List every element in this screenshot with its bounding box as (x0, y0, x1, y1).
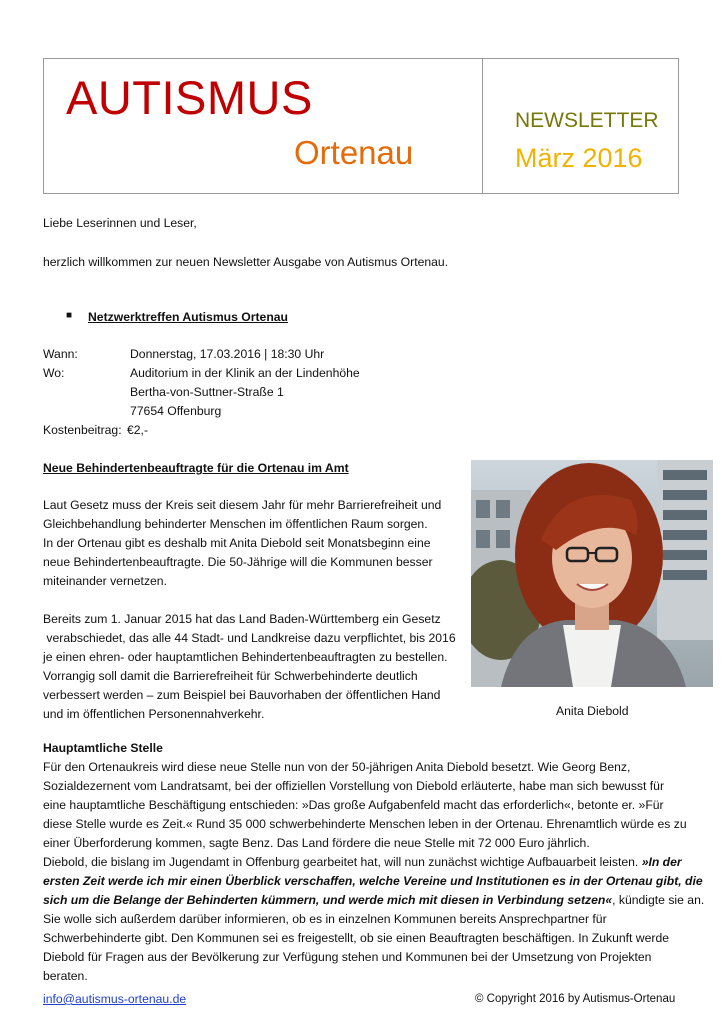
line-text: Diebold, die bislang im Jugendamt in Offenburg gearbeitet hat, will nun zunächst wichtige Aufbauarbeit leisten. (43, 855, 642, 869)
masthead-title: AUTISMUS (66, 71, 313, 124)
article-line: und im öffentlichen Personennahverkehr. (43, 707, 265, 721)
when-label: Wann: (43, 347, 78, 361)
article-line: Sozialdezernent vom Landratsamt, bei der offiziellen Vorstellung von Diebold erläuterte, habe man sich bewusst für (43, 779, 665, 793)
when-value: Donnerstag, 17.03.2016 | 18:30 Uhr (130, 347, 325, 361)
article-line: Laut Gesetz muss der Kreis seit diesem Jahr für mehr Barrierefreiheit und (43, 498, 442, 512)
article-line: verbessert werden – zum Beispiel bei Bauvorhaben der öffentlichen Hand (43, 688, 441, 702)
line-text: , kündigte sie an. (612, 893, 705, 907)
greeting: Liebe Leserinnen und Leser, (43, 216, 197, 230)
portrait-photo (471, 460, 713, 687)
masthead-divider (482, 58, 483, 194)
where-line: 77654 Offenburg (130, 404, 222, 418)
article-line: verabschiedet, das alle 44 Stadt- und Landkreise dazu verpflichtet, bis 2016 (43, 631, 456, 645)
newsletter-date: März 2016 (515, 143, 643, 173)
article-line: Sie wolle sich außerdem darüber informieren, ob es in einzelnen Kommunen bereits Ansprechpartner für (43, 912, 607, 926)
article-line: Schwerbehinderte gibt. Den Kommunen sei es freigestellt, ob sie einen Beauftragten beschäftigen. In Zukunft werde (43, 931, 669, 945)
quote-text: sich um die Belange der Behinderten kümmern, und werde mich mit diesen in Verbindung setzen« (43, 893, 613, 907)
article-line: eine hauptamtliche Beschäftigung entschieden: »Das große Aufgabenfeld macht das erforderlich«, betonte er. »Für (43, 798, 664, 812)
article-line (43, 855, 682, 869)
where-line: Bertha-von-Suttner-Straße 1 (130, 385, 284, 399)
section-heading: Hauptamtliche Stelle (43, 741, 163, 755)
event-heading: Netzwerktreffen Autismus Ortenau (88, 310, 289, 324)
article-line: In der Ortenau gibt es deshalb mit Anita Diebold seit Monatsbeginn eine (43, 536, 431, 550)
masthead-subtitle: Ortenau (294, 134, 414, 171)
photo-caption: Anita Diebold (556, 704, 629, 718)
article-line: Gleichbehandlung behinderter Menschen im öffentlichen Raum sorgen. (43, 517, 428, 531)
welcome-text: herzlich willkommen zur neuen Newsletter Ausgabe von Autismus Ortenau. (43, 255, 449, 269)
article-line: miteinander vernetzen. (43, 574, 167, 588)
cost-label: Kostenbeitrag: (43, 423, 122, 437)
article-line: Vorrangig soll damit die Barrierefreiheit für Schwerbehinderte deutlich (43, 669, 418, 683)
newsletter-label: NEWSLETTER (515, 109, 659, 132)
where-line: Auditorium in der Klinik an der Lindenhöhe (130, 366, 360, 380)
quote-line: ersten Zeit werde ich mir einen Überblick verschaffen, welche Vereine und Institutionen es in der Ortenau gibt, die (43, 874, 703, 888)
article-line (43, 893, 704, 907)
article-line: beraten. (43, 969, 88, 983)
article-line: neue Behindertenbeauftragte. Die 50-Jährige will die Kommunen besser (43, 555, 433, 569)
article-line: Bereits zum 1. Januar 2015 hat das Land Baden-Württemberg ein Gesetz (43, 612, 441, 626)
article-line: diese Stelle wurde es Zeit.« Rund 35 000 schwerbehinderte Menschen leben in der Ortenau. Ehrenamtlich würde es zu (43, 817, 687, 831)
article-line: Für den Ortenaukreis wird diese neue Stelle nun von der 50-jährigen Anita Diebold besetzt. Wie Georg Benz, (43, 760, 631, 774)
quote-text: »In der (641, 855, 682, 869)
article-line: je einen ehren- oder hauptamtlichen Behindertenbeauftragten zu bestellen. (43, 650, 448, 664)
article-line: einer Überforderung kommen, sagte Benz. Das Land fördere die neue Stelle mit 72 000 Euro jährlich. (43, 836, 590, 850)
article-line: Diebold für Fragen aus der Bevölkerung zur Verfügung stehen und Kommunen bei der Umsetzung von Projekten (43, 950, 652, 964)
bullet-icon: ■ (66, 310, 73, 321)
footer-email-wrap (43, 992, 186, 1006)
article-heading: Neue Behindertenbeauftragte für die Ortenau im Amt (43, 461, 349, 475)
cost-value: €2,- (127, 423, 149, 437)
where-label: Wo: (43, 366, 65, 380)
footer-email-link[interactable]: info@autismus-ortenau.de (43, 992, 187, 1006)
footer-copyright: © Copyright 2016 by Autismus-Ortenau (475, 993, 676, 1005)
